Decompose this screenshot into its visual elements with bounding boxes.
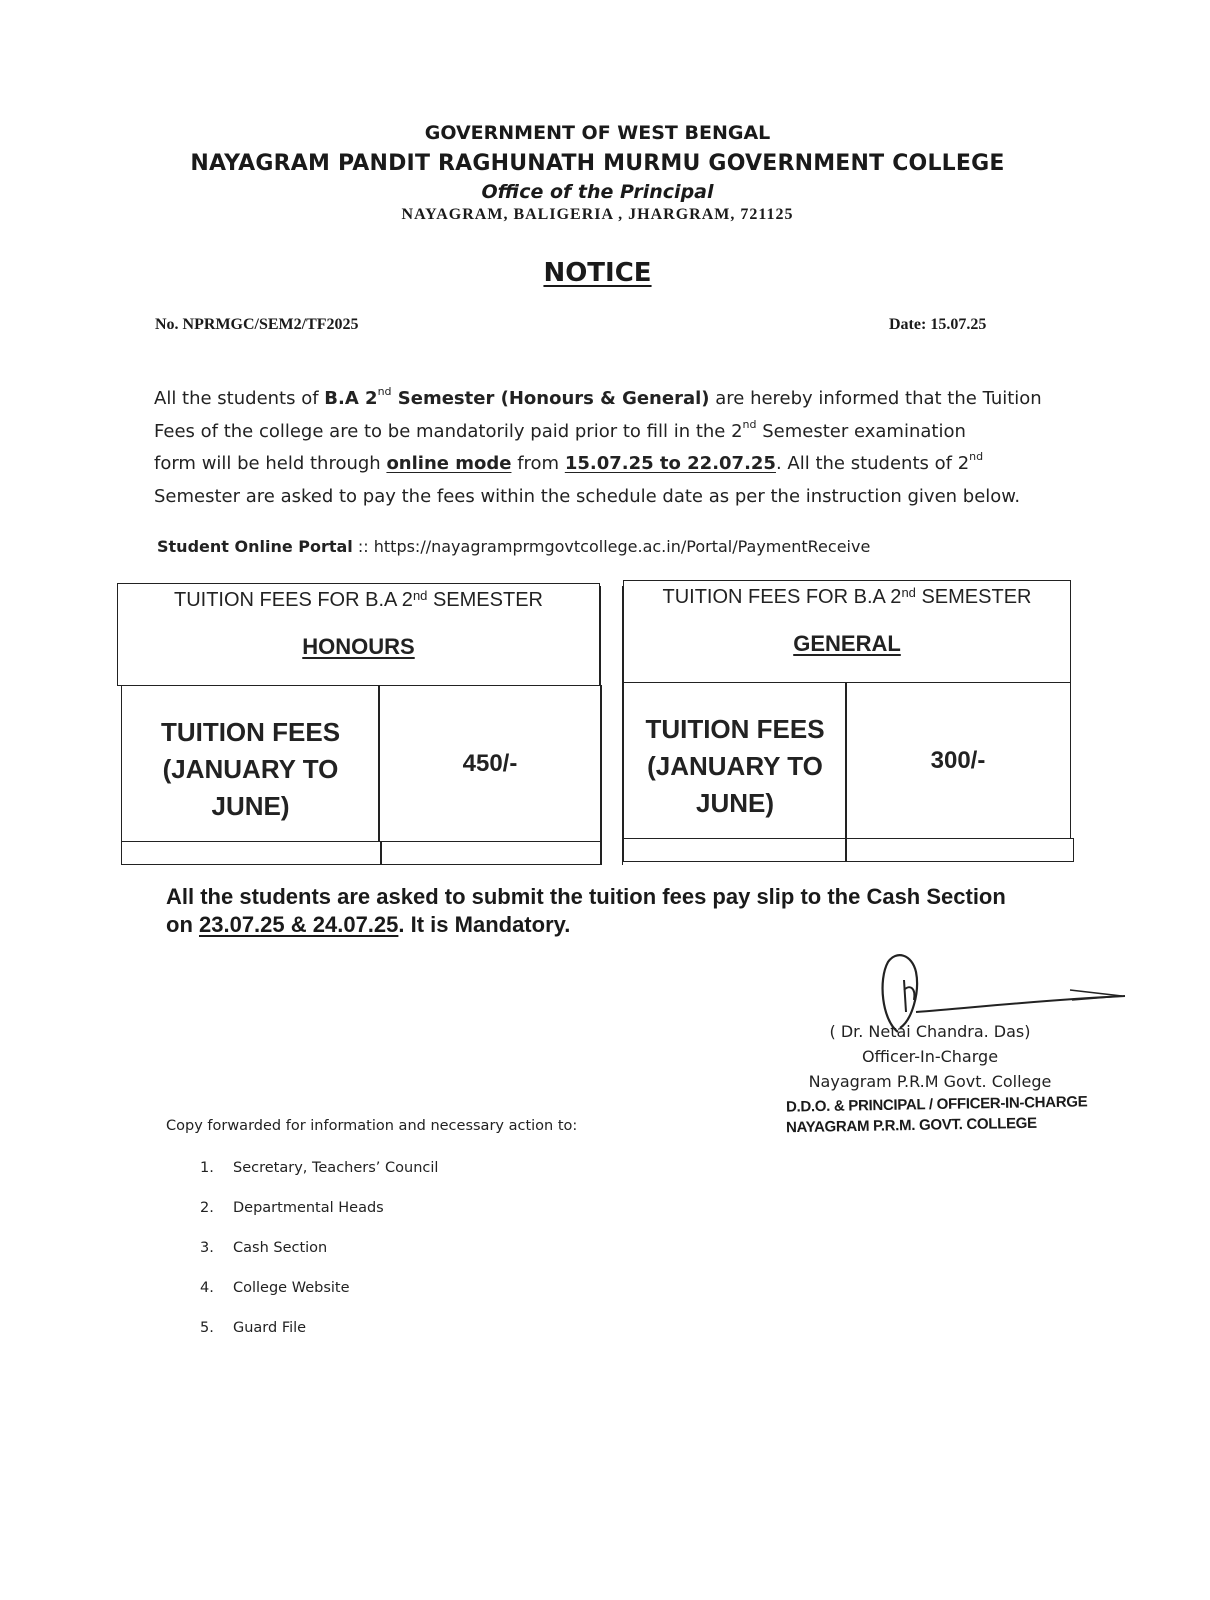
notice-heading [0, 258, 1195, 288]
empty-cell [380, 841, 602, 865]
body-text: form will be held through [154, 453, 387, 474]
body-line-3 [154, 448, 1054, 481]
empty-cell [623, 838, 847, 862]
submission-note [166, 883, 1066, 939]
college-address: NAYAGRAM, BALIGERIA , JHARGRAM, 721125 [401, 206, 794, 223]
list-item: 1. Secretary, Teachers’ Council [200, 1160, 439, 1176]
body-text: . All the students of 2 [775, 453, 970, 474]
superscript: nd [742, 417, 757, 431]
submission-line-2: on 23.07.25 & 24.07.25. It is Mandatory. [166, 912, 571, 937]
empty-cell [845, 838, 1074, 862]
body-line-4: Semester are asked to pay the fees within the schedule date as per the instruction given below. [154, 485, 1021, 507]
body-line-2 [154, 416, 1054, 449]
general-fee-label-cell [623, 682, 847, 839]
submission-line-1: All the students are asked to submit the tuition fees pay slip to the Cash Section [166, 884, 1006, 909]
general-label: GENERAL [793, 631, 901, 656]
body-text: Fees of the college are to be mandatorily paid prior to fill in the 2 [154, 420, 743, 442]
notice-date: Date: 15.07.25 [889, 316, 987, 333]
office-title: Office of the Principal [481, 181, 714, 203]
course-name: B.A 2 [324, 388, 378, 409]
honours-amount-cell [378, 685, 602, 842]
signatory-designation: Officer-In-Charge [861, 1047, 999, 1066]
list-item: 2. Departmental Heads [200, 1200, 384, 1216]
honours-amount: 450/- [462, 750, 518, 777]
honours-table-heading: TUITION FEES FOR B.A 2nd SEMESTER [174, 588, 543, 611]
government-heading: GOVERNMENT OF WEST BENGAL [424, 122, 771, 144]
general-header-cell [623, 580, 1071, 683]
superscript: nd [377, 385, 392, 398]
reference-number: No. NPRMGC/SEM2/TF2025 [155, 316, 359, 333]
submission-dates: 23.07.25 & 24.07.25 [199, 912, 399, 937]
honours-label: HONOURS [302, 634, 415, 659]
official-stamp-line-2: NAYAGRAM P.R.M. GOVT. COLLEGE [785, 1114, 1037, 1137]
honours-fee-label: TUITION FEES (JANUARY TO JUNE) [160, 717, 341, 821]
payment-window: 15.07.25 to 22.07.25 [564, 453, 776, 474]
semester-type: Semester (Honours & General) [391, 388, 710, 409]
notice-body [154, 383, 1054, 513]
body-text: from [511, 453, 565, 474]
honours-header-cell [117, 583, 600, 686]
signatory-college: Nayagram P.R.M Govt. College [808, 1072, 1052, 1091]
list-item: 4. College Website [200, 1280, 350, 1296]
official-stamp-line-1: D.D.O. & PRINCIPAL / OFFICER-IN-CHARGE [785, 1093, 1088, 1116]
body-text: All the students of [154, 388, 325, 409]
portal-label: Student Online Portal [157, 537, 353, 556]
general-amount-cell [845, 682, 1071, 839]
portal-url[interactable]: https://nayagramprmgovtcollege.ac.in/Portal/PaymentReceive [373, 537, 871, 556]
body-line-1 [154, 383, 1054, 416]
list-item: 3. Cash Section [200, 1240, 328, 1256]
list-item: 5. Guard File [200, 1320, 307, 1336]
table-column-gap [600, 586, 623, 865]
body-text: are hereby informed that the Tuition [709, 388, 1042, 409]
copy-forwarded-label: Copy forwarded for information and necessary action to: [166, 1118, 578, 1134]
empty-cell [121, 841, 382, 865]
general-table-heading: TUITION FEES FOR B.A 2nd SEMESTER [662, 585, 1032, 608]
signatory-name: ( Dr. Netai Chandra. Das) [829, 1022, 1031, 1041]
student-portal [157, 537, 870, 556]
portal-separator: :: [352, 537, 374, 556]
general-amount: 300/- [930, 747, 986, 774]
payment-mode: online mode [386, 453, 512, 474]
honours-fee-label-cell [121, 685, 380, 842]
body-text: Semester examination [756, 420, 966, 442]
superscript: nd [969, 450, 984, 463]
college-name: NAYAGRAM PANDIT RAGHUNATH MURMU GOVERNMENT COLLEGE [190, 151, 1005, 176]
notice-title: NOTICE [543, 258, 652, 288]
general-fee-label: TUITION FEES (JANUARY TO JUNE) [645, 714, 825, 818]
